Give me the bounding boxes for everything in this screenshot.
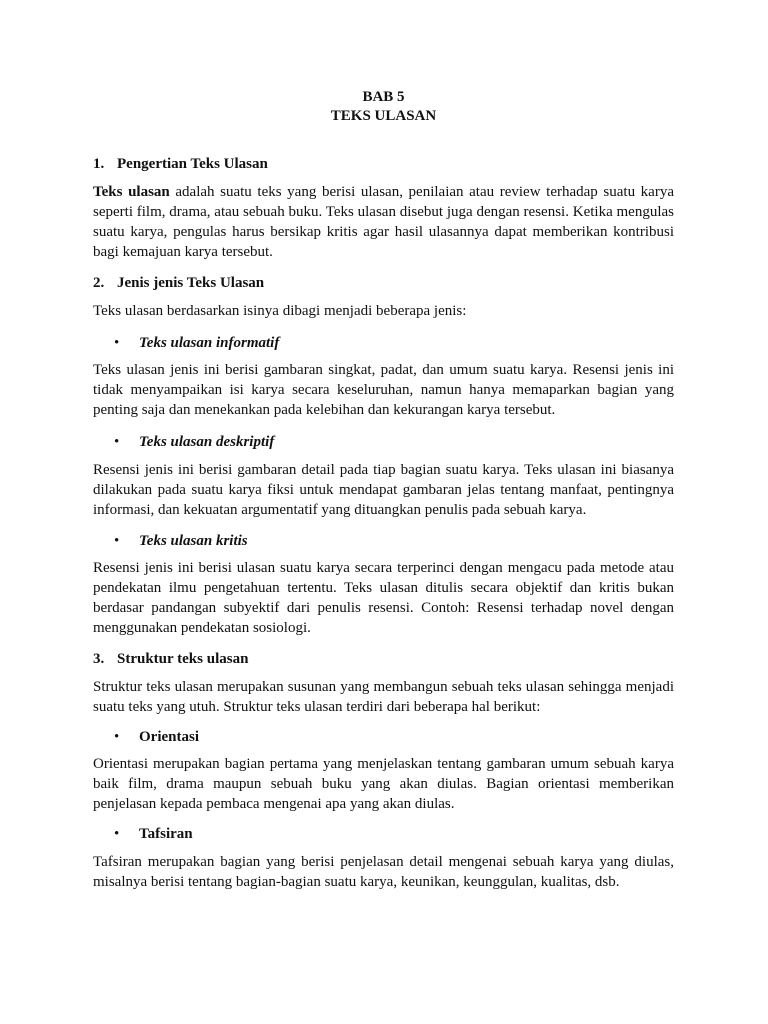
section-heading-1 — [93, 154, 674, 174]
bullet-item — [114, 333, 674, 353]
bullet-label: Teks ulasan informatif — [139, 335, 280, 351]
paragraph-text: adalah suatu teks yang berisi ulasan, penilaian atau review terhadap suatu karya seperti film, drama, atau sebuah buku. Teks ulasan disebut juga dengan resensi. Ketika mengulas suatu karya, pengulas harus bersikap kritis agar hasil ulasannya dapat memberikan kontribusi bagi kemajuan karya tersebut. — [93, 184, 674, 260]
section-heading-3 — [93, 649, 674, 669]
bullet-icon: • — [114, 533, 120, 549]
bullet-icon: • — [114, 335, 120, 351]
section-number: 2. — [93, 275, 105, 291]
paragraph-definition — [93, 182, 674, 262]
paragraph-text: Tafsiran merupakan bagian yang berisi penjelasan detail mengenai sebuah karya yang diulas, misalnya berisi tentang bagian-bagian suatu karya, keunikan, keunggulan, kualitas, dsb. — [93, 854, 674, 890]
chapter-number: BAB 5 — [362, 89, 405, 105]
bullet-label: Orientasi — [139, 729, 199, 745]
bullet-item — [114, 824, 674, 844]
bullet-label: Teks ulasan kritis — [139, 533, 248, 549]
bullet-icon: • — [114, 434, 120, 450]
paragraph-text: Orientasi merupakan bagian pertama yang menjelaskan tentang gambaran umum sebuah karya baik film, drama maupun sebuah buku yang akan diulas. Bagian orientasi memberikan penjelasan kepada pembaca mengenai apa yang akan diulas. — [93, 756, 674, 812]
section-title: Pengertian Teks Ulasan — [117, 156, 268, 172]
paragraph-intro: Struktur teks ulasan merupakan susunan yang membangun sebuah teks ulasan sehingga menjadi suatu teks yang utuh. Struktur teks ulasan terdiri dari beberapa hal berikut: — [93, 679, 674, 715]
bullet-label: Tafsiran — [139, 826, 193, 842]
paragraph-intro: Teks ulasan berdasarkan isinya dibagi menjadi beberapa jenis: — [93, 303, 467, 319]
section-heading-2 — [93, 273, 674, 293]
bullet-label: Teks ulasan deskriptif — [139, 434, 275, 450]
page-title: TEKS ULASAN — [330, 108, 437, 124]
term: Teks ulasan — [93, 184, 170, 200]
bullet-item — [114, 531, 674, 551]
paragraph-text: Resensi jenis ini berisi gambaran detail pada tiap bagian suatu karya. Teks ulasan ini biasanya dilakukan pada suatu karya fiksi untuk mendapat gambaran jelas tentang manfaat, pentingnya informasi, dan kekuatan argumentatif yang dituangkan penulis pada sebuah karya. — [93, 462, 674, 518]
paragraph-text: Resensi jenis ini berisi ulasan suatu karya secara terperinci dengan mengacu pada metode atau pendekatan ilmu pengetahuan tertentu. Teks ulasan ditulis secara objektif dan kritis bukan berdasar pandangan subyektif dari penulis resensi. Contoh: Resensi terhadap novel dengan menggunakan pendekatan sosiologi. — [93, 560, 674, 636]
bullet-item — [114, 727, 674, 747]
section-number: 1. — [93, 156, 105, 172]
section-title: Struktur teks ulasan — [117, 651, 249, 667]
bullet-icon: • — [114, 826, 120, 842]
paragraph-text: Teks ulasan jenis ini berisi gambaran singkat, padat, dan umum suatu karya. Resensi jenis ini tidak menyampaikan isi karya secara keseluruhan, namun hanya memaparkan bagian yang penting saja dan menekankan pada kelebihan dan kekurangan karya tersebut. — [93, 362, 674, 418]
section-title: Jenis jenis Teks Ulasan — [117, 275, 265, 291]
bullet-icon: • — [114, 729, 120, 745]
section-number: 3. — [93, 651, 105, 667]
bullet-item — [114, 432, 674, 452]
